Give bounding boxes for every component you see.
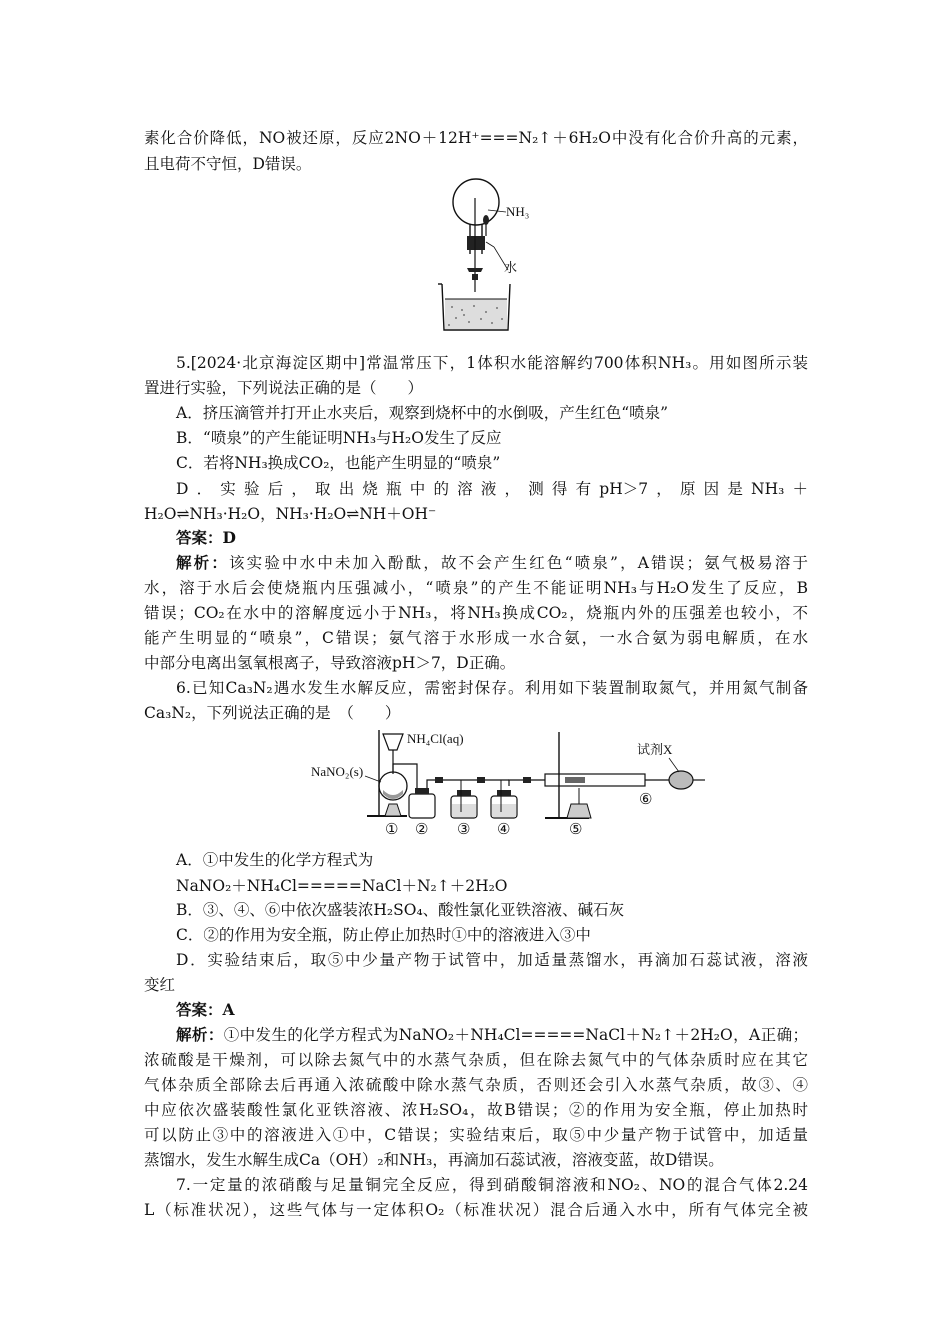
apparatus-number-4: ④ <box>497 822 511 838</box>
q7-line-1: 7.一定量的浓硝酸与足量铜完全反应，得到硝酸铜溶液和NO₂、NO的混合气体2.24 <box>176 1176 808 1194</box>
q6-stem-2: Ca₃N₂，下列说法正确的是 （ ） <box>144 704 401 722</box>
q5-stem-1: 5.[2024·北京海淀区期中]常温常压下，1体积水能溶解约700体积NH₃。用如图所示装 <box>176 354 808 372</box>
q6-explanation-2: 浓硫酸是干燥剂，可以除去氮气中的水蒸气杂质，但在除去氮气中的气体杂质时应在其它 <box>144 1051 808 1069</box>
reagent-x-label: 试剂X <box>637 742 673 757</box>
q6-option-d-2: 变红 <box>144 976 176 994</box>
q5-explanation-4: 能产生明显的“喷泉”，C错误；氨气溶于水形成一水合氨，一水合氨为弱电解质，在水 <box>144 629 808 647</box>
q5-answer: 答案：D <box>176 528 236 547</box>
q6-explanation-1: 解析：①中发生的化学方程式为NaNO₂＋NH₄Cl=====NaCl＋N₂↑＋2H₂O，A正确； <box>176 1025 808 1044</box>
q5-option-d-1: D．实验后，取出烧瓶中的溶液，测得有pH＞7，原因是NH₃＋ <box>176 480 808 498</box>
q5-explanation-3: 错误；CO₂在水中的溶解度远小于NH₃，将NH₃换成CO₂，烧瓶内外的压强差也较小，不 <box>144 604 808 622</box>
q6-option-b: B．③、④、⑥中依次盛装浓H₂SO₄、酸性氯化亚铁溶液、碱石灰 <box>176 901 625 919</box>
nitrogen-apparatus-figure <box>309 724 709 842</box>
q6-explanation-3: 气体杂质全部除去后再通入浓硫酸中除水蒸气杂质，否则还会引入水蒸气杂质，故③、④ <box>144 1076 808 1094</box>
reagent-label: NH₄Cl(aq) <box>407 731 464 746</box>
q6-stem-1: 6.已知Ca₃N₂遇水发生水解反应，需密封保存。利用如下装置制取氮气，并用氮气制备 <box>176 679 808 697</box>
fountain-apparatus-figure <box>434 172 554 337</box>
q6-explanation-6: 蒸馏水，发生水解生成Ca（OH）₂和NH₃，再滴加石蕊试液，溶液变蓝，故D错误。 <box>144 1151 724 1169</box>
q5-option-c: C．若将NH₃换成CO₂，也能产生明显的“喷泉” <box>176 454 501 472</box>
apparatus-number-1: ① <box>385 822 399 838</box>
q6-option-d-1: D．实验结束后，取⑤中少量产物于试管中，加适量蒸馏水，再滴加石蕊试液，溶液 <box>176 951 808 969</box>
apparatus-number-5: ⑤ <box>569 822 583 838</box>
q5-option-a: A．挤压滴管并打开止水夹后，观察到烧杯中的水倒吸，产生红色“喷泉” <box>176 404 669 422</box>
q5-option-b: B．“喷泉”的产生能证明NH₃与H₂O发生了反应 <box>176 429 502 447</box>
water-label: 水 <box>504 260 518 275</box>
q5-explanation-2: 水，溶于水后会使烧瓶内压强减小，“喷泉”的产生不能证明NH₃与H₂O发生了反应，B <box>144 579 808 597</box>
q5-explanation-1: 解析：该实验中水中未加入酚酞，故不会产生红色“喷泉”，A错误；氨气极易溶于 <box>176 553 808 572</box>
q6-option-a-2: NaNO₂＋NH₄Cl=====NaCl＋N₂↑＋2H₂O <box>176 877 508 895</box>
apparatus-number-2: ② <box>415 822 429 838</box>
q6-answer: 答案：A <box>176 1000 235 1019</box>
q5-explanation-label: 解析： <box>176 553 229 572</box>
intro-line-1: 素化合价降低，NO被还原，反应2NO＋12H⁺===N₂↑＋6H₂O中没有化合价升高的元素， <box>144 129 808 147</box>
apparatus-number-6: ⑥ <box>639 792 653 808</box>
solid-label: NaNO₂(s) <box>311 764 364 779</box>
q6-option-c: C．②的作用为安全瓶，防止停止加热时①中的溶液进入③中 <box>176 926 591 944</box>
intro-line-2: 且电荷不守恒，D错误。 <box>144 155 312 173</box>
q6-explanation-label: 解析： <box>176 1025 224 1044</box>
apparatus-number-3: ③ <box>457 822 471 838</box>
q5-option-d-2: H₂O⇌NH₃·H₂O，NH₃·H₂O⇌NH＋OH⁻ <box>144 505 437 523</box>
gas-label: NH₃ <box>506 204 530 219</box>
q5-explanation-5: 中部分电离出氢氧根离子，导致溶液pH＞7，D正确。 <box>144 654 516 672</box>
q6-option-a-1: A．①中发生的化学方程式为 <box>176 851 374 869</box>
q6-explanation-4: 中应依次盛装酸性氯化亚铁溶液、浓H₂SO₄，故B错误；②的作用为安全瓶，停止加热时 <box>144 1101 808 1119</box>
q6-explanation-5: 可以防止③中的溶液进入①中，C错误；实验结束后，取⑤中少量产物于试管中，加适量 <box>144 1126 808 1144</box>
q7-line-2: L（标准状况），这些气体与一定体积O₂（标准状况）混合后通入水中，所有气体完全被 <box>144 1201 808 1219</box>
q5-stem-2: 置进行实验，下列说法正确的是（ ） <box>144 379 424 397</box>
